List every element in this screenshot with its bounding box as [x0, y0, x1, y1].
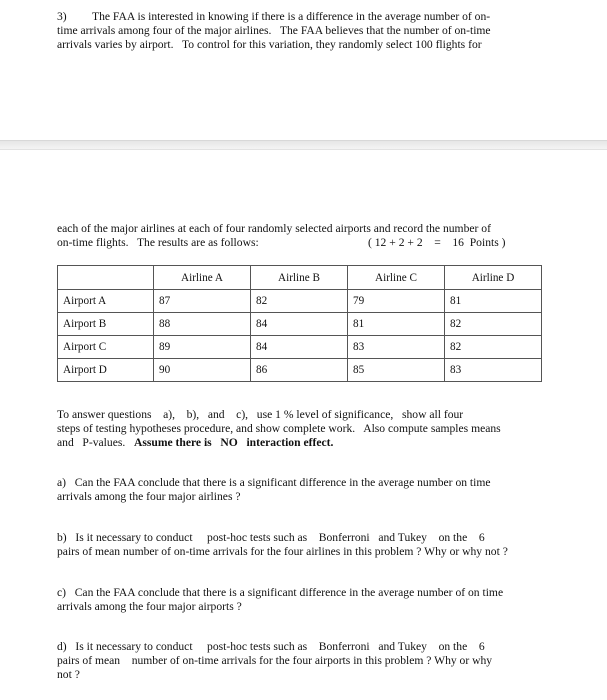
- table-row: [58, 290, 542, 313]
- instructions-line-1: To answer questions a), b), and c), use 1 % level of significance, show all four: [57, 408, 464, 421]
- question-b-line-2: pairs of mean number of on-time arrivals for the four airlines in this problem ? Why or why not ?: [57, 545, 508, 558]
- table-cell: 90: [154, 359, 251, 382]
- column-header: Airline B: [251, 266, 348, 290]
- question-d-line-3: not ?: [57, 668, 80, 681]
- table-cell: 83: [445, 359, 542, 382]
- column-header: Airline C: [348, 266, 445, 290]
- question-d-line-2: pairs of mean number of on-time arrivals for the four airports in this problem ? Why or why: [57, 654, 493, 667]
- table-corner-cell: [58, 266, 154, 290]
- page-fragment-top: [0, 0, 607, 140]
- table-cell: 79: [348, 290, 445, 313]
- row-header: Airport B: [58, 313, 154, 336]
- instructions-line-3-text: and P-values.: [57, 436, 134, 449]
- question-a-line-1: a) Can the FAA conclude that there is a significant difference in the average number on time: [57, 476, 491, 489]
- table-row: [58, 359, 542, 382]
- page-fragment-bottom: [0, 149, 607, 700]
- column-header: Airline A: [154, 266, 251, 290]
- intro-line-1: The FAA is interested in knowing if there is a difference in the average number of on-: [92, 10, 491, 23]
- table-cell: 81: [348, 313, 445, 336]
- table-cell: 83: [348, 336, 445, 359]
- continuation-line-1: each of the major airlines at each of four randomly selected airports and record the number of: [57, 222, 491, 235]
- row-header: Airport C: [58, 336, 154, 359]
- instructions-line-2: steps of testing hypotheses procedure, and show complete work. Also compute samples means: [57, 422, 501, 435]
- row-header: Airport D: [58, 359, 154, 382]
- table-cell: 84: [251, 336, 348, 359]
- points-note: ( 12 + 2 + 2 = 16 Points ): [368, 236, 506, 249]
- table-header-row: [58, 266, 542, 290]
- intro-line-3: arrivals varies by airport. To control for this variation, they randomly select 100 flights for: [57, 38, 482, 51]
- column-header: Airline D: [445, 266, 542, 290]
- table-row: [58, 313, 542, 336]
- table-cell: 81: [445, 290, 542, 313]
- table-cell: 85: [348, 359, 445, 382]
- question-d-line-1: d) Is it necessary to conduct post-hoc tests such as Bonferroni and Tukey on the 6: [57, 640, 485, 653]
- table-cell: 87: [154, 290, 251, 313]
- interaction-assumption: Assume there is NO interaction effect.: [133, 436, 334, 449]
- question-c-line-2: arrivals among the four major airports ?: [57, 600, 242, 613]
- table-cell: 82: [251, 290, 348, 313]
- question-c-line-1: c) Can the FAA conclude that there is a significant difference in the average number of on time: [57, 586, 504, 599]
- table-row: [58, 336, 542, 359]
- table-cell: 88: [154, 313, 251, 336]
- instructions-line-3: [57, 436, 333, 450]
- row-header: Airport A: [58, 290, 154, 313]
- question-a-line-2: arrivals among the four major airlines ?: [57, 490, 241, 503]
- question-b-line-1: b) Is it necessary to conduct post-hoc tests such as Bonferroni and Tukey on the 6: [57, 531, 485, 544]
- table-cell: 84: [251, 313, 348, 336]
- table-cell: 82: [445, 336, 542, 359]
- intro-line-2: time arrivals among four of the major airlines. The FAA believes that the number of on-time: [57, 24, 491, 37]
- table-cell: 82: [445, 313, 542, 336]
- question-number: 3): [57, 10, 67, 23]
- continuation-line-2: on-time flights. The results are as follows:: [57, 236, 259, 249]
- results-table: [57, 265, 542, 382]
- table-cell: 89: [154, 336, 251, 359]
- table-cell: 86: [251, 359, 348, 382]
